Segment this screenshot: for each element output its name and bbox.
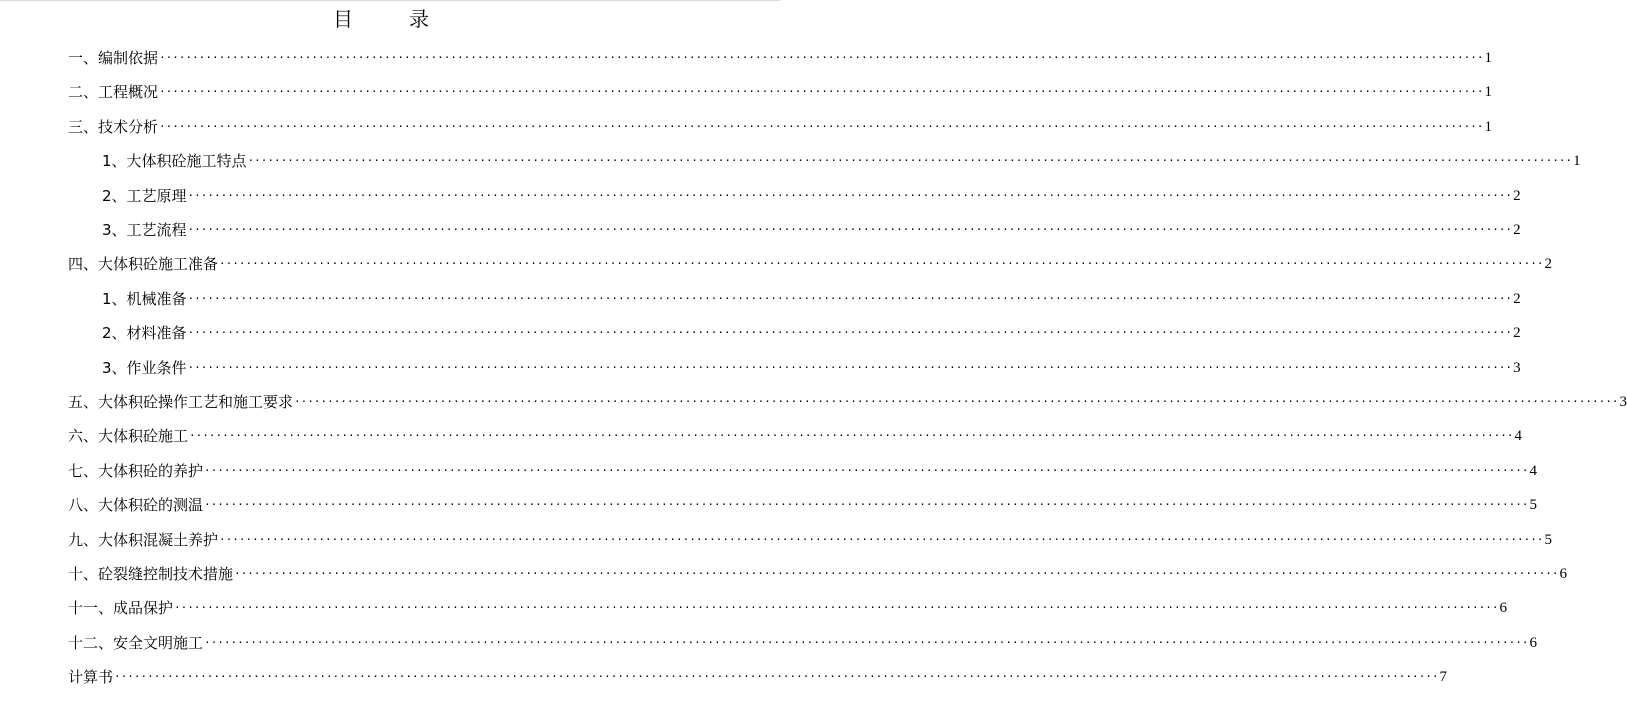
toc-entry[interactable]: [68, 559, 1568, 589]
toc-dot-leader: ········································································································································································································: [234, 567, 1559, 580]
toc-entry-page-number: 2: [1513, 222, 1521, 238]
toc-entry[interactable]: [102, 146, 1581, 176]
toc-entry-page-number: 1: [1484, 50, 1493, 66]
toc-entry[interactable]: [102, 318, 1521, 348]
toc-entry[interactable]: [68, 249, 1553, 279]
toc-dot-leader: ········································································································································································································: [159, 119, 1484, 133]
toc-dot-leader: ········································································································································································································: [114, 670, 1439, 684]
toc-entry-label: 三、技术分析: [68, 117, 159, 136]
toc-dot-leader: ········································································································································································································: [219, 257, 1544, 271]
toc-entry-page-number: 6: [1499, 600, 1508, 617]
toc-entry-label: 3、工艺流程: [102, 221, 187, 239]
toc-dot-leader: ········································································································································································································: [204, 498, 1529, 512]
toc-entry-label: 六、大体积砼施工: [68, 427, 189, 446]
toc-entry[interactable]: [68, 387, 1627, 417]
toc-dot-leader: ········································································································································································································: [189, 429, 1514, 443]
toc-dot-leader: ········································································································································································································: [159, 51, 1484, 64]
toc-entry-page-number: 1: [1573, 153, 1581, 170]
toc-entry-label: 2、工艺原理: [102, 186, 187, 205]
toc-entry-page-number: 3: [1619, 394, 1627, 410]
toc-dot-leader: ········································································································································································································: [219, 532, 1544, 546]
toc-dot-leader: ········································································································································································································: [204, 463, 1529, 477]
toc-entry[interactable]: [102, 181, 1521, 211]
toc-entry[interactable]: [102, 353, 1521, 383]
toc-entry-page-number: 2: [1513, 325, 1521, 342]
toc-entry-label: 1、机械准备: [102, 289, 187, 308]
toc-entry-page-number: 1: [1484, 84, 1493, 101]
toc-dot-leader: ········································································································································································································: [294, 395, 1619, 408]
toc-entry-label: 十、砼裂缝控制技术措施: [68, 565, 234, 583]
toc-entry[interactable]: [68, 628, 1538, 658]
toc-dot-leader: ········································································································································································································: [159, 85, 1484, 99]
toc-entry-page-number: 5: [1529, 497, 1538, 514]
toc-entry-label: 四、大体积砼施工准备: [68, 255, 219, 274]
toc-entry-page-number: 6: [1559, 566, 1568, 582]
toc-entry-label: 3、作业条件: [102, 358, 187, 377]
toc-entry[interactable]: [68, 593, 1508, 623]
toc-entry-page-number: 5: [1544, 531, 1553, 548]
toc-entry-page-number: 2: [1513, 290, 1521, 307]
toc-entry-label: 1、大体积砼施工特点: [102, 152, 247, 171]
toc-entry[interactable]: [102, 215, 1521, 245]
toc-entry-page-number: 1: [1484, 118, 1493, 135]
toc-entry[interactable]: [68, 490, 1538, 520]
toc-entry-label: 2、材料准备: [102, 324, 187, 343]
toc-entry[interactable]: [68, 43, 1493, 73]
toc-entry-page-number: 6: [1529, 634, 1538, 651]
toc-dot-leader: ········································································································································································································: [187, 360, 1513, 374]
page-top-border: [0, 0, 780, 1]
toc-dot-leader: ········································································································································································································: [187, 188, 1513, 202]
toc-entry-label: 五、大体积砼操作工艺和施工要求: [68, 393, 294, 411]
toc-dot-leader: ········································································································································································································: [187, 223, 1513, 236]
toc-entry-page-number: 2: [1513, 187, 1521, 204]
toc-entry-label: 一、编制依据: [68, 49, 159, 67]
toc-entry[interactable]: [68, 112, 1493, 142]
toc-entry[interactable]: [68, 456, 1538, 486]
toc-entry-label: 计算书: [68, 668, 114, 687]
toc-entry-label: 十二、安全文明施工: [68, 633, 204, 652]
toc-entry-label: 七、大体积砼的养护: [68, 461, 204, 480]
toc-entry-page-number: 7: [1439, 669, 1448, 686]
toc-entry-page-number: 4: [1514, 428, 1523, 445]
toc-dot-leader: ········································································································································································································: [247, 154, 1573, 168]
toc-entry-page-number: 2: [1544, 256, 1553, 273]
toc-dot-leader: ········································································································································································································: [174, 601, 1499, 615]
toc-dot-leader: ········································································································································································································: [204, 635, 1529, 649]
toc-entry-label: 八、大体积砼的测温: [68, 496, 204, 515]
toc-entry-page-number: 4: [1529, 462, 1538, 479]
toc-entry-label: 九、大体积混凝土养护: [68, 530, 219, 549]
toc-entry-label: 二、工程概况: [68, 83, 159, 102]
toc-entry[interactable]: [102, 284, 1521, 314]
toc-entry-label: 十一、成品保护: [68, 599, 174, 618]
toc-dot-leader: ········································································································································································································: [187, 326, 1513, 340]
toc-entry[interactable]: [68, 662, 1448, 692]
toc-entry[interactable]: [68, 525, 1553, 555]
toc-dot-leader: ········································································································································································································: [187, 291, 1513, 305]
toc-entry-page-number: 3: [1513, 359, 1521, 376]
toc-title: 目 录: [333, 7, 447, 31]
toc-entry[interactable]: [68, 77, 1493, 107]
toc-entry[interactable]: [68, 421, 1523, 451]
